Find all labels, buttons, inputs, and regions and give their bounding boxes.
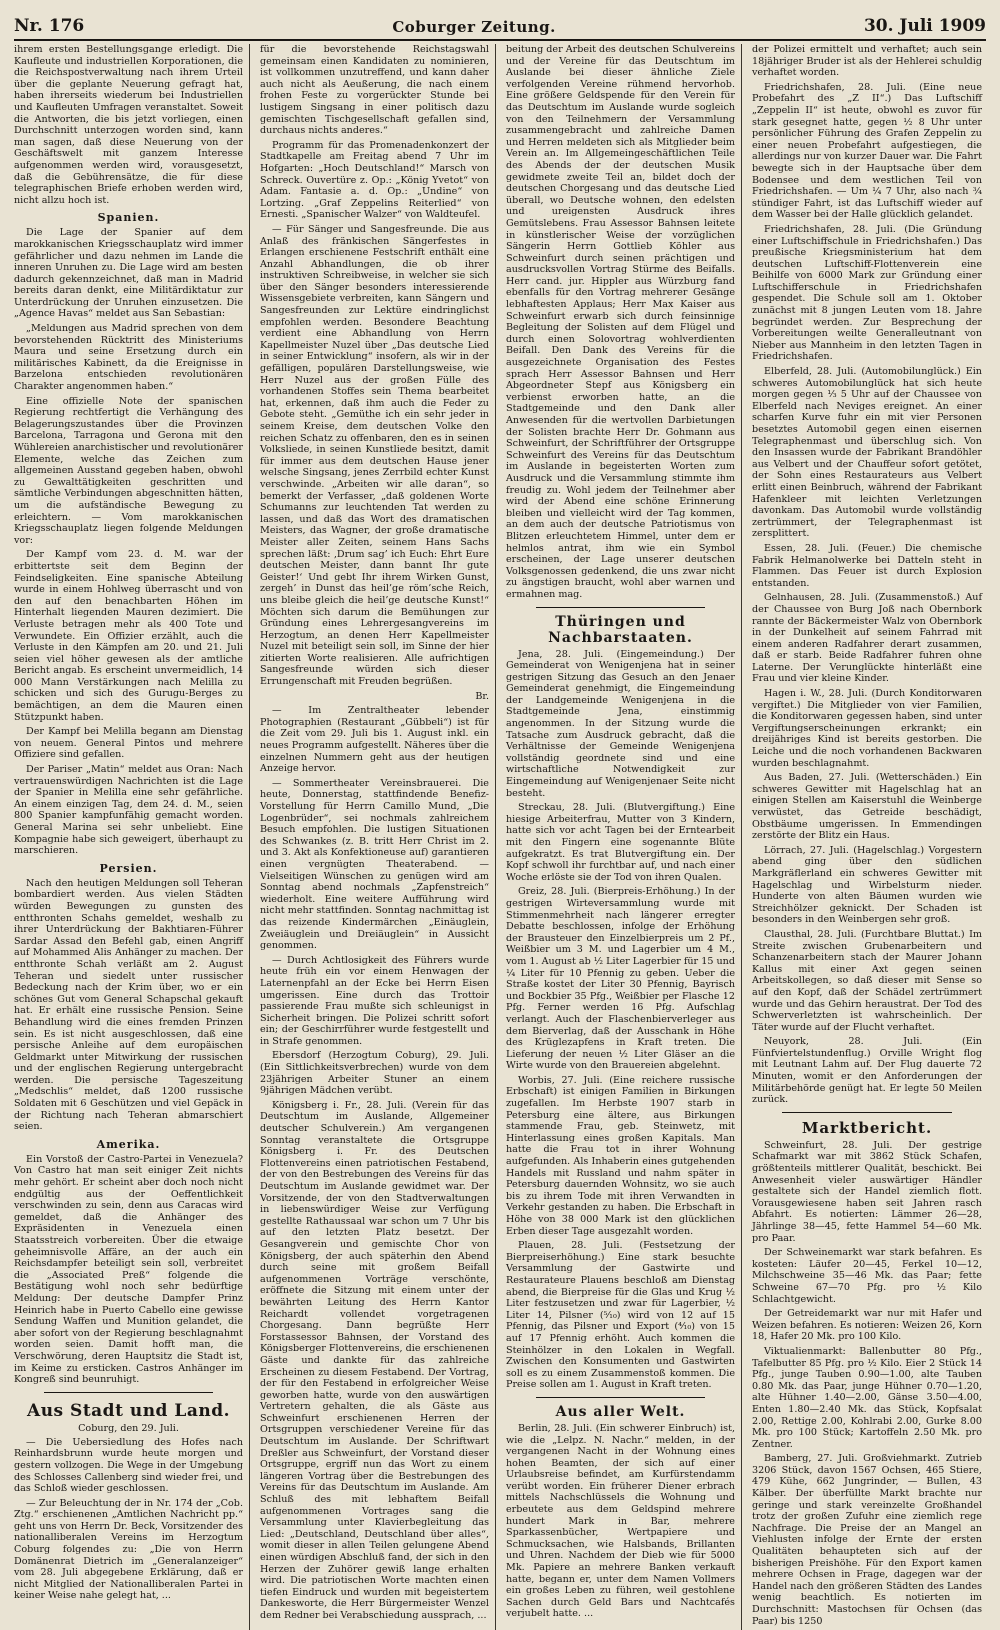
article-paragraph: Der Getreidemarkt war nur mit Hafer und Weizen befahren. Es notieren: Weizen 26, Korn 18, Hafer 20 Mk. pro 100 Kilo. [752,1308,982,1343]
text-columns [14,44,988,1627]
signature: Br. [475,690,489,702]
article-paragraph: Nach den heutigen Meldungen soll Teheran bombardiert werden. Aus vielen Städten würden Bewegungen zu gunsten des entthronten Schahs gemeldet, weshalb zu ihrer Unterdrückung der Bakhtiaren-Führer Sardar Assad den Befehl gab, einen Angriff auf Mohammed Alis Anhänger zu machen. Der entthronte Schah verläßt am 2. August Teheran und siedelt unter russischer Bedeckung nach der Krim über, wo er ein schönes Gut vom General Schapschal gekauft hat. Er erhält eine russische Pension. Seine Behandlung wird die eines fremden Prinzen sein. Es ist nicht ausgeschlossen, daß eine persische Anleihe auf dem europäischen Geldmarkt unter Mitwirkung der russischen und der englischen Regierung untergebracht werden. Die persische Tageszeitung „Medschlis“ meldet, daß 1200 russische Soldaten mit 6 Geschützen und viel Gepäck in der Richtung nach Teheran abmarschiert seien. [14,877,243,1133]
article-paragraph: beitung der Arbeit des deutschen Schulvereins und der Vereine für das Deutschtum im Auslande bei dieser ähnliche Ziele verfolgenden Vereine rühmend hervorhob. Eine größere Geldspende für den Verein für das Deutschtum im Auslande wurde sogleich von den Teilnehmern der Versammlung zusammengebracht und zahlreiche Damen und Herren meldeten sich als Mitglieder beim Verein an. Im Allgemeingeschäftlichen Teile des Abends der der deutschen Musik gewidmete zweite Teil an, bildet doch der deutschen Chorgesang und das deutsche Lied überall, wo Deutsche wohnen, den edelsten und ureigensten Ausdruck ihres Gemütslebens. Frau Assessor Bahnsen leitete in künstlerischer Weise der vorzüglichen Sängerin Herrn Gottlieb Köhler aus Schweinfurt durch seinen prächtigen und ausdrucksvollen Vortrag Stürme des Beifalls. Herr cand. jur. Hippler aus Würzburg fand ebenfalls für den Vortrag mehrerer Gesänge lebhaftesten Applaus; Herr Max Kaiser aus Schweinfurt erwarb sich durch feinsinnige Begleitung der Solisten auf dem Flügel und durch einen Solovortrag wohlverdienten Beifall. Den Dank des Vereins für die ausgezeichnete Organisation des Festes sprach Herr Assessor Bahnsen und Herr Abgeordneter Stepf aus Königsberg ein verbienst erworben hatte, an die Stadtgemeinde und den Dank aller Anwesenden für die wertvollen Darbietungen der Solisten brachte Herr Dr. Gohmann aus Schweinfurt, der Schriftführer der Ortsgruppe Schweinfurt des Vereins für das Deutschtum im Auslande in begeisterten Worten zum Ausdruck und die Versammlung stimmte ihm freudig zu. Wohl jedem der Teilnehmer aber wird der Abend eine schöne Erinnerung bleiben und vielleicht wird der Tag kommen, an dem auch der deutsche Patriotismus von Blitzen erleuchtetem Himmel, unter dem er helmlos antrat, ihm wie ein Symbol erscheinen, der Lage unserer deutschen Volksgenossen gedenkend, die uns zwar nicht zu ängstigen braucht, wohl aber warnen und ermahnen mag. [506,44,735,600]
section-heading-stadt-und-land: Aus Stadt und Land. [27,1400,230,1421]
column-2 [260,44,496,1630]
section-heading-spanien: Spanien. [97,211,160,225]
article-paragraph: Bamberg, 27. Juli. Großviehmarkt. Zutrieb 3206 Stück, davon 1567 Ochsen, 465 Stiere, 479 Kühe, 662 Jungrinder, — Bullen, 43 Kälber. Der überfüllte Markt brachte nur geringe und stark vereinzelte Großhandel trotz der großen Zufuhr eine ziemlich rege Nachfrage. Die Preise der an Mangel an Viehlusten infolge der Ernte der ersten Qualitäten behaupteten sich auf der bisherigen Preishöhe. Für den Export kamen mehrere Ochsen in Frage, dagegen war der Handel nach den größeren Städten des Landes wenig beachtlich. Es notierten im Durchschnitt: Mastochsen für Ochsen (das Paar) bis 1250 [752,1453,982,1627]
article-paragraph: „Meldungen aus Madrid sprechen von dem bevorstehenden Rücktritt des Ministeriums Maura und seine Ersetzung durch ein militärisches Kabinett, da die Ereignisse in Barzelona entschieden revolutionären Charakter angenommen haben.“ [14,323,243,393]
article-paragraph: Ebersdorf (Herzogtum Coburg), 29. Juli. (Ein Sittlichkeitsverbrechen) wurde von dem 23jährigen Arbeiter Stuner an einem 9jährigen Mädchen verübt. [260,1050,489,1097]
article-paragraph: Jena, 28. Juli. (Eingemeindung.) Der Gemeinderat von Wenigenjena hat in seiner gestrigen Sitzung das Gesuch an den Jenaer Gemeinderat genehmigt, die Eingemeindung der Landgemeinde Wenigenjena in die Stadtgemeinde Jena, einstimmig angenommen. In der Sitzung wurde die Tatsache zum Ausdruck gebracht, daß die Verhältnisse der Gemeinde Wenigenjena vollständig geordnete sind und eine wirtschaftliche Notwendigkeit zur Eingemeindung auf Wenigenjenaer Seite nicht besteht. [506,648,735,799]
column-1 [14,44,250,1630]
article-paragraph: Der Schweinemarkt war stark befahren. Es kosteten: Läufer 20—45, Ferkel 10—12, Milchschweine 35—46 Mk. das Paar; fette Schweine 67—70 Pfg. pro ½ Kilo Schlachtgewicht. [752,1247,982,1305]
article-paragraph: Königsberg i. Fr., 28. Juli. (Verein für das Deutschtum im Auslande, Allgemeiner deutscher Schulverein.) Am vergangenen Sonntag veranstaltete die Ortsgruppe Königsberg i. Fr. des Deutschen Flottenvereins einen patriotischen Festabend, der von den Bestrebungen des Vereins für das Deutschtum im Auslande gewidmet war. Der Vorsitzende, der von den Stadtverwaltungen in liebenswürdiger Weise zur Verfügung gestellte Rathaussaal war schon um 7 Uhr bis auf den letzten Platz besetzt. Der Gesangverein und gemischte Chor von Königsberg, der auch späterhin den Abend durch seine mit großem Beifall aufgenommenen Vorträge verschönte, eröffnete die Sitzung mit einem unter der bewährten Leitung des Herrn Kantor Reichardt vollendet vorgetragenen Chorgesang. Dann begrüßte Herr Forstassessor Bahnsen, der Vorstand des Königsberger Flottenvereins, die erschienenen Gäste und dankte für das zahlreiche Erscheinen zu diesem Festabend. Der Vortrag, der für den Festabend in erfolgreicher Weise geworben hatte, wurde von den auswärtigen Vertretern gehalten, die als Gäste aus Schweinfurt erschienenen Herren der Ortsgruppen verschiedener Vereine für das Deutschtum im Auslande. Der Schriftwart Dreßler aus Schweinfurt, der Vorstand dieser Ortsgruppe, ergriff nun das Wort zu einem längeren Vortrag über die Bestrebungen des Vereins für das Deutschtum im Auslande. Am Schluß des mit lebhaftem Beifall aufgenommenen Vortrages sang die Versammlung unter Klavierbegleitung das Lied: „Deutschland, Deutschland über alles“, womit dieser in allen Teilen gelungene Abend einen würdigen Abschluß fand, der sich in den Herzen der Zuhörer gewiß lange erhalten wird. Die patriotischen Worte machten einen tiefen Eindruck und wurden mit begeistertem Dankesworte, die Herr Bürgermeister Wenzel dem Redner bei Verabschiedung aussprach, ... [260,1099,489,1621]
article-paragraph: Viktualienmarkt: Ballenbutter 80 Pfg., Tafelbutter 85 Pfg. pro ½ Kilo. Eier 2 Stück 14 Pfg., junge Tauben 0.90—1.00, alte Tauben 0.80 Mk. das Paar, junge Hühner 0.70—1.20, alte Hühner 1.40—2.00, Gänse 3.50—4.00, Enten 1.80—2.40 Mk. das Stück, Kopfsalat 2.00, Rettige 2.00, Kohlrabi 2.00, Gurke 8.00 Mk. pro 100 Stück; Kartoffeln 2.50 Mk. pro Zentner. [752,1345,982,1450]
page-header [14,12,986,41]
article-paragraph: — Die Uebersiedlung des Hofes nach Reinhardsbrunn wurde heute morgen und gestern vollzogen. Die Wege in der Umgebung des Schlosses Callenberg sind wieder frei, und das Schloß wieder geschlossen. [14,1436,243,1495]
issue-date: 30. Juli 1909 [863,16,986,36]
article-paragraph: Lörrach, 27. Juli. (Hagelschlag.) Vorgestern abend ging über den südlichen Markgräflerland ein schweres Gewitter mit Hagelschlag und Wirbelsturm nieder. Hunderte von alten Bäumen wurden wie Streichhölzer geknickt. Der Schaden ist besonders in den Weinbergen sehr groß. [752,844,982,926]
article-paragraph: Gelnhausen, 28. Juli. (Zusammenstoß.) Auf der Chaussee von Burg Joß nach Obernbork rannte der Bäckermeister Walz von Obernbork in der Dunkelheit auf seinem Fahrrad mit einem anderen Radfahrer derart zusammen, daß er starb. Beide Radfahrer fuhren ohne Laterne. Der Verunglückte hinterläßt eine Frau und vier kleine Kinder. [752,592,982,685]
article-paragraph: — Für Sänger und Sangesfreunde. Die aus Anlaß des fränkischen Sängerfestes in Erlangen erschienene Festschrift enthält eine Anzahl Abhandlungen, die ob ihrer instruktiven Schreibweise, in welcher sie sich über den Sänger besonders interessierende Wissensgebiete verbreiten, kann Sängern und Sangesfreunden zur Lektüre eindringlichst empfohlen werden. Besondere Beachtung verdient eine Abhandlung von Herrn Kapellmeister Nuzel über „Das deutsche Lied in seiner Entwicklung“ insofern, als wir in der gefälligen, populären Darstellungsweise, wie Herr Nuzel aus der großen Fülle des vorhandenen Stoffes sein Thema bearbeitet hat, erkennen, daß ihm auch die Feder zu Gebote steht. „Gemüthe ich ein sehr jeder in seinem Kreise, dem deutschen Volke den reichen Schatz zu offenbaren, den es in seinen Volksliede, in seinen Kunstliede besitzt, damit für immer aus dem deutschen Hause jener welsche Singsang, jenes Zerrbild echter Kunst verschwinde. „Arbeiten wir alle daran“, so bemerkt der Verfasser, „daß goldenen Worte Schumanns zur leuchtenden Tat werden zu lassen, und daß das Wort des dramatischen Meisters, das Wagner, der große dramatische Meister aller Zeiten, seinem Hans Sachs sprechen läßt: ‚Drum sag’ ich Euch: Ehrt Eure deutschen Meister, dann bannt Ihr gute Geister!‘ Und gebt Ihr ihrem Wirken Gunst, zergeh’ in Dunst das heil’ge röm’sche Reich, uns bleibe gleich die heil’ge deutsche Kunst!“ Möchten sich darum die Bemühungen zur Gründung eines Lehrergesangvereins im Herzogtum, an denen Herr Kapellmeister Nuzel mit beteiligt sein soll, im Sinne der hier zitierten Worte realisieren. Alle aufrichtigen Sangesfreunde würden sich dieser Errungenschaft mit Freuden begrüßen. [260,223,489,688]
article-paragraph: für die bevorstehende Reichstagswahl gemeinsam einen Kandidaten zu nominieren, ist vollkommen unzutreffend, und kann daher auch nicht als Aeußerung, die nach einem frohen Feste zu vorgerückter Stunde bei lustigem Singsang in einer politisch dazu gemischten Tischgesellschaft gefallen sind, durchaus nichts anderes.“ [260,44,489,137]
article-paragraph: Elberfeld, 28. Juli. (Automobilunglück.) Ein schweres Automobilunglück hat sich heute morgen gegen ⅓ 5 Uhr auf der Chaussee von Elberfeld nach Neviges ereignet. An einer scharfen Kurve fuhr ein mit vier Personen besetztes Automobil gegen einen eisernen Telegraphenmast und überschlug sich. Von den Insassen wurde der Fabrikant Brandöhler aus Velbert und der Chauffeur sofort getötet, der Sohn eines Restaurateurs aus Velbert erlitt einen Beinbruch, während der Fabrikant Hafenkleer mit leichten Verletzungen davonkam. Das Automobil wurde vollständig zertrümmert, der Telegraphenmast ist zersplittert. [752,366,982,540]
article-paragraph: Friedrichshafen, 28. Juli. (Eine neue Probefahrt des „Z II“.) Das Luftschiff „Zeppelin II“ ist heute, obwohl es zuvor für stark gesegnet hatte, gegen ½ 8 Uhr unter persönlicher Führung des Grafen Zeppelin zu einer neuen Probefahrt aufgestiegen, die allerdings nur von kurzer Dauer war. Die Fahrt bewegte sich in der Hauptsache über dem Bodensee und dem westlichen Teil von Friedrichshafen. — Um ¼ 7 Uhr, also nach ¾ stündiger Fahrt, ist das Luftschiff wieder auf dem Wasser bei der Halle glücklich gelandet. [752,81,982,221]
article-paragraph: Der Pariser „Matin“ meldet aus Oran: Nach vertrauenswürdigen Nachrichten ist die Lage der Spanier in Melilla eine sehr gefährliche. An einem einzigen Tag, dem 24. d. M., seien 800 Spanier kampfunfähig gemacht worden. General Marina sei sehr unbeliebt. Eine Kompagnie habe sich geweigert, überhaupt zu marschieren. [14,764,243,857]
article-paragraph: Der Kampf bei Melilla begann am Dienstag von neuem. General Pintos und mehrere Offiziere sind gefallen. [14,726,243,761]
column-4 [752,44,988,1630]
article-paragraph: Die Lage der Spanier auf dem marokkanischen Kriegsschauplatz wird immer gefährlicher und dazu nehmen im Lande die inneren Unruhen zu. Die Lage wird am besten dadurch gekennzeichnet, daß man in Madrid bereits daran denkt, eine Militärdiktatur zur Unterdrückung der Unruhen einzusetzen. Die „Agence Havas“ meldet aus San Sebastian: [14,227,243,320]
article-paragraph: — Sommertheater Vereinsbrauerei. Die heute, Donnerstag, stattfindende Benefiz-Vorstellung für Herrn Camillo Mund, „Die Logenbrüder“, sei nochmals zahlreichem Besuch empfohlen. Die lustigen Situationen des Schwankes (z. B. tritt Herr Christ im 2. und 3. Akt als Konfektioneuse auf) garantieren einen vergnügten Theaterabend. — Vielseitigen Wünschen zu genügen wird am Sonntag abend nochmals „Zapfenstreich“ wiederholt. Eine weitere Aufführung wird nicht mehr stattfinden. Sonntag nachmittag ist das reizende Kindermärchen „Einäuglein, Zweiäuglein und Dreiäuglein“ in Aussicht genommen. [260,777,489,952]
article-paragraph: Schweinfurt, 28. Juli. Der gestrige Schafmarkt war mit 3862 Stück Schafen, größtenteils mittlerer Qualität, beschickt. Bei Anwesenheit vieler auswärtiger Händler gestaltete sich der Handel ziemlich flott. Vorausgewiesene haben seit Jahren rasch Abfahrt. Es notierten: Lämmer 26—28, Jährlinge 38—45, fette Hammel 54—60 Mk. pro Paar. [752,1139,982,1244]
section-heading-persien: Persien. [99,861,158,875]
article-paragraph: Eine offizielle Note der spanischen Regierung rechtfertigt die Verhängung des Belagerungszustandes über die Provinzen Barcelona, Tarragona und Gerona mit den Wühlereien anarchistischer und revolutionärer Elemente, welche das Zeichen zum allgemeinen Ausstand gegeben haben, obwohl zu Gewalttätigkeiten geschritten und sämtliche Verbindungen abgeschnitten hätten, um die aufständische Bewegung zu erleichtern. — Vom marokkanischen Kriegsschauplatz liegen folgende Meldungen vor: [14,395,243,546]
article-paragraph: — Durch Achtlosigkeit des Führers wurde heute früh ein vor einem Henwagen der Laternenpfahl an der Ecke bei Herrn Eisen umgerissen. Eine durch das Trottoir passierende Frau mußte sich schleunigst in Sicherheit bringen. Die Polizei schritt sofort ein; der Geschirrführer wurde festgestellt und in Strafe genommen. [260,954,489,1047]
issue-number: Nr. 176 [14,16,85,36]
article-paragraph: Hagen i. W., 28. Juli. (Durch Konditorwaren vergiftet.) Die Mitglieder von vier Familien, die Konditorwaren gegessen haben, sind unter Vergiftungserscheinungen erkrankt; ein dreijähriges Kind ist bereits gestorben. Die Leiche und die noch vorhandenen Backwaren wurden beschlagnahmt. [752,688,982,769]
divider [44,1392,213,1393]
dateline: Coburg, den 29. Juli. [78,1422,179,1434]
article-paragraph: Plauen, 28. Juli. (Festsetzung der Bierpreiserhöhung.) Eine stark besuchte Versammlung der Gastwirte und Restaurateure Plauens beschloß am Dienstag abend, die Bierpreise für die Glas und Krug ½ Liter festzusetzen und zwar für Lagerbier, ½ Liter 14, Pilsner (⁵⁄₁₀) wird von 12 auf 15 Pfennig, das Pilsner und Export (⁴⁄₁₀) von 15 auf 17 Pfennig erhöht. Auch kommen die Steinhölzer in den Lokalen in Wegfall. Zwischen den Konsumenten und Gastwirten soll es zu einem Zusammenstoß kommen. Die Preise sollen am 1. August in Kraft treten. [506,1240,735,1391]
article-paragraph: Friedrichshafen, 28. Juli. (Die Gründung einer Luftschiffschule in Friedrichshafen.) Das preußische Kriegsministerium hat dem deutschen Luftschiff-Flottenverein eine Beihilfe von 6000 Mark zur Gründung einer Luftschifferschule in Friedrichshafen gespendet. Die Schule soll am 1. Oktober zunächst mit 8 jungen Leuten vom 18. Jahre begründet werden. Zur Besprechung der Vorbereitungen weilte Generalleutnant von Nieber aus Mannheim in den letzten Tagen in Friedrichshafen. [752,223,982,363]
newspaper-title: Coburger Zeitung. [392,18,556,36]
section-heading-thueringen: Thüringen und Nachbarstaaten. [548,613,693,646]
article-paragraph: der Polizei ermittelt und verhaftet; auch sein 18jähriger Bruder ist als der Hehlerei schuldig verhaftet worden. [752,44,982,79]
article-paragraph: Aus Baden, 27. Juli. (Wetterschäden.) Ein schweres Gewitter mit Hagelschlag hat an einigen Stellen am Kaiserstuhl die Weinberge verwüstet, das Getreide beschädigt, Obstbäume umgerissen. In Emmendingen zerstörte der Blitz ein Haus. [752,772,982,842]
article-paragraph: Worbis, 27. Juli. (Eine reichere russische Erbschaft) ist einigen Familien in Birkungen zugefallen. Im Herbste 1907 starb in Petersburg eine ältere, aus Birkungen stammende Frau, geb. Steinwetz, mit Hinterlassung eines großen Kapitals. Man hatte die Frau tot in ihrer Wohnung aufgefunden. Als Inhaberin eines gutgehenden Handels mit Russland und nahm später in Petersburg dauernden Wohnsitz, wo sie auch bis zu ihrem Tode mit ihren Verwandten in Verkehr gestanden zu haben. Die Erbschaft in Höhe von 38 000 Mark ist den glücklichen Erben dieser Tage ausgezahlt worden. [506,1074,735,1237]
divider [782,1112,952,1113]
article-paragraph: Neuyork, 28. Juli. (Ein Fünfviertelstundenflug.) Orville Wright flog mit Leutnant Lahm auf. Der Flug dauerte 72 Minuten, womit er den Anforderungen der Militärbehörde genügt hat. Er legte 50 Meilen zurück. [752,1036,982,1106]
article-paragraph: — Im Zentraltheater lebender Photographien (Restaurant „Gübbeli“) ist für die Zeit vom 29. Juli bis 1. August inkl. ein neues Programm aufgestellt. Näheres über die einzelnen Nummern geht aus der heutigen Anzeige hervor. [260,705,489,775]
article-paragraph: Programm für das Promenadenkonzert der Stadtkapelle am Freitag abend 7 Uhr im Hofgarten: „Hoch Deutschland!“ Marsch von Schreck. Ouvertüre z. Op.: „König Yvetot“ von Adam. Fantasie a. d. Op.: „Undine“ von Lortzing. „Graf Zeppelins Reiterlied“ von Ernesti. „Spanischer Walzer“ von Waldteufel. [260,139,489,221]
article-paragraph: Ein Vorstoß der Castro-Partei in Venezuela? Von Castro hat man seit einiger Zeit nichts mehr gehört. Er scheint aber doch noch nicht endgültig aus der Oeffentlichkeit verschwinden zu sein, denn aus Caracas wird gemeldet, daß die Anhänger des Expräsidenten in Venezuela einen Staatsstreich vorbereiten. Über die etwaige geheimnisvolle Affäre, an der auch ein Reichsdampfer beteiligt sein soll, verbreitet die „Associated Preß“ folgende die Bestätigung wohl noch sehr bedürftige Meldung: Der deutsche Dampfer Prinz Heinrich habe in Puerto Cabello eine gewisse Sendung Waffen und Munition gelandet, die aber sofort von der Regierung beschlagnahmt worden seien. Damit hofft man, die Verschwörung, deren Hauptsitz die Stadt ist, im Keime zu ersticken. Castros Anhänger im Kongreß sind beunruhigt. [14,1153,243,1386]
divider [536,607,705,608]
article-paragraph: Essen, 28. Juli. (Feuer.) Die chemische Fabrik Helmanolwerke bei Datteln steht in Flammen. Das Feuer ist durch Explosion entstanden. [752,542,982,589]
section-heading-marktbericht: Marktbericht. [801,1118,933,1137]
article-paragraph: Streckau, 28. Juli. (Blutvergiftung.) Eine hiesige Arbeiterfrau, Mutter von 3 Kindern, hatte sich vor acht Tagen bei der Erntearbeit mit den Fingern eine sogenannte Blüte aufgekratzt. Es trat Blutvergiftung ein. Der Kopf schwoll ihr furchtbar auf, und nach einer Woche erlöste sie der Tod von ihren Qualen. [506,802,735,883]
section-heading-amerika: Amerika. [96,1137,161,1151]
article-paragraph: Greiz, 28. Juli. (Bierpreis-Erhöhung.) In der gestrigen Wirteversammlung wurde mit Stimmenmehrheit nach längerer erregter Debatte beschlossen, infolge der Erhöhung der Brausteuer den Einzelbierpreis um 2 Pf., Weißbier um 3 M. und Lagerbier um 4 M., vom 1. August ab ½ Liter Lagerbier für 15 und ¼ Liter für 10 Pfennig zu geben. Ueber die Straße kostet der Liter 30 Pfennig, Bayrisch und Bockbier 35 Pfg., Weißbier per Flasche 12 Pfg. Ferner werden 16 Pfg. Aufschlag verlangt. Auch der Flaschenbierverleger aus dem Bierverlag, daß der Ausschank in Höhe des Krüglezapfens in Kraft treten. Die Lieferung der neuen ½ Liter Gläser an die Wirte wurde von den Brauereien abgelehnt. [506,886,735,1072]
divider [536,1397,705,1398]
article-paragraph: Der Kampf vom 23. d. M. war der erbittertste seit dem Beginn der Feindseligkeiten. Eine spanische Abteilung wurde in einem Hohlweg überrascht und von den auf den benachbarten Höhen im Hinterhalt liegenden Mauren dezimiert. Die Verluste betragen mehr als 400 Tote und Verwundete. Ein Offizier erzählt, auch die Verluste in den Kämpfen am 20. und 21. Juli seien viel höher gewesen als der amtliche Bericht angab. Es erscheint unvermeidlich, 14 000 Mann Verstärkungen nach Melilla zu schicken und sich des Gurugu-Berges zu bemächtigen, an dem die Mauren einen Stützpunkt haben. [14,549,243,723]
article-paragraph: — Zur Beleuchtung der in Nr. 174 der „Cob. Ztg.“ erschienenen „Amtlichen Nachricht pp.“ geht uns von Herrn Dr. Beck, Vorsitzender des nationalliberalen Vereins im Herzogtum Coburg folgendes zu: „Die von Herrn Domänenrat Dietrich im „Generalanzeiger“ vom 28. Juli abgegebene Erklärung, daß er nicht Mitglied der Nationalliberalen Partei in keiner Weise nahe gelegt hat, ... [14,1497,243,1602]
article-paragraph: Berlin, 28. Juli. (Ein schwerer Einbruch) ist, wie die „Lelpz. N. Nachr.“ melden, in der vergangenen Nacht in der Wohnung eines hohen Beamten, der sich auf einer Urlaubsreise befindet, am Kurfürstendamm verübt worden. Ein früherer Diener erbrach mittels Nachschlüssels die Wohnung und erbeutete aus dem Geldspind mehrere hundert Mark in Bar, mehrere Sparkassenbücher, Wertpapiere und Schmucksachen, wie Halsbands, Brillanten und Uhren. Nachdem der Dieb wie für 5000 Mk. Papiere an mehrere Banken verkauft hatte, begann er, unter dem Namen Vollmers ein großes Leben zu führen, weil gestohlene Sachen durch Geld Bars und Nachtcafés verjubelt hatte. ... [506,1422,735,1620]
article-paragraph: Clausthal, 28. Juli. (Furchtbare Bluttat.) Im Streite zwischen Grubenarbeitern und Schanzenarbeitern stach der Maurer Johann Kallus mit einer Axt gegen seinen Arbeitskollegen, so daß dieser mit Sense so auf den Kopf, daß der Schädel zertrümmert wurde und das Gehirn heraustrat. Der Tod des Schwerverletzten ist wahrscheinlich. Der Täter wurde auf der Flucht verhaftet. [752,928,982,1033]
section-heading-aus-aller-welt: Aus aller Welt. [555,1403,686,1420]
article-paragraph: ihrem ersten Bestellungsgange erledigt. Die Kaufleute und industriellen Korporationen, die die Reichspostverwaltung nach ihrem Urteil über die geplante Neuerung gefragt hat, haben ihrerseits wiederum bei Industriellen und Kaufleuten Umfragen veranstaltet. Soweit die Antworten, die bis jetzt vorliegen, einen Durchschnitt unterzogen worden sind, kann man sagen, daß diese Neuerung von der Geschäftswelt mit ganzem Interesse aufgenommen werden wird, vorausgesetzt, daß die Gebührensätze, die für diese telegraphischen Briefe erhoben werden wird, nicht allzu hoch ist. [14,44,243,206]
column-3 [506,44,742,1630]
